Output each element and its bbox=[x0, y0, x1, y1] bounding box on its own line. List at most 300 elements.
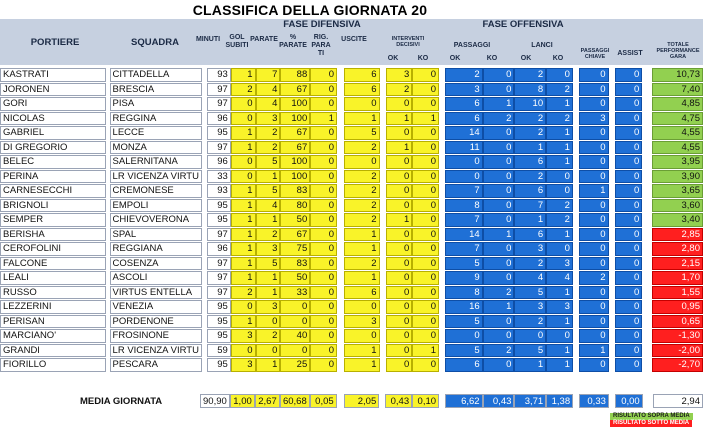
col-header-lanci: LANCI bbox=[531, 42, 553, 49]
minuti-cell: 97 bbox=[207, 257, 231, 271]
col-header-parate-pct: % PARATE bbox=[279, 34, 307, 49]
totale-cell: 0,65 bbox=[652, 315, 703, 329]
lan-ko-cell: 3 bbox=[546, 300, 573, 314]
parate-pct-cell: 100 bbox=[280, 112, 310, 126]
rig-parati-cell: 0 bbox=[310, 83, 337, 97]
gol-subiti-cell: 0 bbox=[231, 300, 256, 314]
uscite-cell: 1 bbox=[344, 358, 380, 372]
parate-pct-cell: 67 bbox=[280, 83, 310, 97]
assist-cell: 0 bbox=[615, 68, 643, 82]
uscite-cell: 5 bbox=[344, 126, 380, 140]
pas-ok-cell: 8 bbox=[445, 286, 483, 300]
pas-ok-cell: 6 bbox=[445, 112, 483, 126]
passaggi-chiave-cell: 0 bbox=[579, 155, 609, 169]
rig-parati-cell: 0 bbox=[310, 242, 337, 256]
table-row bbox=[0, 155, 703, 169]
lan-ok-cell: 1 bbox=[514, 358, 546, 372]
lan-ko-cell: 0 bbox=[546, 68, 573, 82]
gol-subiti-cell: 1 bbox=[231, 141, 256, 155]
gol-subiti-cell: 0 bbox=[231, 344, 256, 358]
uscite-cell: 1 bbox=[344, 271, 380, 285]
assist-cell: 0 bbox=[615, 300, 643, 314]
col-header-assist: ASSIST bbox=[617, 50, 643, 57]
minuti-cell: 95 bbox=[207, 300, 231, 314]
media-totale: 2,94 bbox=[653, 394, 703, 408]
parate-cell: 1 bbox=[256, 213, 281, 227]
parate-pct-cell: 75 bbox=[280, 242, 310, 256]
col-header-squadra: SQUADRA bbox=[130, 37, 180, 48]
portiere-cell: BRIGNOLI bbox=[0, 199, 106, 213]
minuti-cell: 97 bbox=[207, 286, 231, 300]
parate-pct-cell: 67 bbox=[280, 141, 310, 155]
lan-ko-cell: 1 bbox=[546, 155, 573, 169]
gol-subiti-cell: 1 bbox=[231, 184, 256, 198]
minuti-cell: 97 bbox=[207, 83, 231, 97]
int-ko-cell: 1 bbox=[412, 344, 439, 358]
int-ko-cell: 0 bbox=[412, 97, 439, 111]
lan-ko-cell: 3 bbox=[546, 257, 573, 271]
uscite-cell: 2 bbox=[344, 213, 380, 227]
parate-pct-cell: 88 bbox=[280, 68, 310, 82]
media-lan-ko: 1,38 bbox=[546, 394, 573, 408]
portiere-cell: BERISHA bbox=[0, 228, 106, 242]
media-label: MEDIA GIORNATA bbox=[80, 396, 163, 407]
group-offensive-label: FASE OFFENSIVA bbox=[482, 19, 564, 30]
parate-pct-cell: 83 bbox=[280, 184, 310, 198]
group-defensive-label: FASE DIFENSIVA bbox=[283, 19, 361, 30]
media-int-ko: 0,10 bbox=[412, 394, 439, 408]
parate-cell: 4 bbox=[256, 97, 281, 111]
table-row bbox=[0, 213, 703, 227]
uscite-cell: 1 bbox=[344, 242, 380, 256]
ranking-table bbox=[0, 67, 703, 373]
media-gol: 1,00 bbox=[230, 394, 255, 408]
pas-ko-cell: 0 bbox=[483, 155, 515, 169]
minuti-cell: 95 bbox=[207, 213, 231, 227]
pas-ko-cell: 0 bbox=[483, 257, 515, 271]
parate-cell: 0 bbox=[256, 344, 281, 358]
pas-ko-cell: 1 bbox=[483, 228, 515, 242]
int-ok-cell: 0 bbox=[386, 257, 413, 271]
parate-pct-cell: 80 bbox=[280, 199, 310, 213]
assist-cell: 0 bbox=[615, 286, 643, 300]
int-ko-cell: 0 bbox=[412, 242, 439, 256]
lan-ok-cell: 4 bbox=[514, 271, 546, 285]
parate-cell: 4 bbox=[256, 83, 281, 97]
media-int-ok: 0,43 bbox=[385, 394, 412, 408]
uscite-cell: 2 bbox=[344, 257, 380, 271]
int-ok-cell: 1 bbox=[386, 112, 413, 126]
col-header-pas-ok: OK bbox=[449, 55, 461, 62]
gol-subiti-cell: 3 bbox=[231, 329, 256, 343]
col-header-portiere: PORTIERE bbox=[30, 37, 80, 48]
portiere-cell: GORI bbox=[0, 97, 106, 111]
squadra-cell: ASCOLI bbox=[110, 271, 202, 285]
int-ok-cell: 0 bbox=[386, 228, 413, 242]
passaggi-chiave-cell: 0 bbox=[579, 242, 609, 256]
minuti-cell: 96 bbox=[207, 155, 231, 169]
lan-ok-cell: 3 bbox=[514, 300, 546, 314]
parate-cell: 3 bbox=[256, 242, 281, 256]
int-ok-cell: 0 bbox=[386, 242, 413, 256]
pas-ok-cell: 16 bbox=[445, 300, 483, 314]
parate-cell: 1 bbox=[256, 170, 281, 184]
rig-parati-cell: 0 bbox=[310, 199, 337, 213]
lan-ko-cell: 2 bbox=[546, 213, 573, 227]
table-row bbox=[0, 170, 703, 184]
rig-parati-cell: 0 bbox=[310, 170, 337, 184]
parate-pct-cell: 67 bbox=[280, 228, 310, 242]
int-ko-cell: 0 bbox=[412, 257, 439, 271]
gol-subiti-cell: 0 bbox=[231, 112, 256, 126]
pas-ok-cell: 7 bbox=[445, 213, 483, 227]
lan-ok-cell: 3 bbox=[514, 242, 546, 256]
parate-cell: 1 bbox=[256, 358, 281, 372]
portiere-cell: DI GREGORIO bbox=[0, 141, 106, 155]
int-ko-cell: 0 bbox=[412, 271, 439, 285]
table-row bbox=[0, 242, 703, 256]
lan-ko-cell: 1 bbox=[546, 126, 573, 140]
int-ko-cell: 0 bbox=[412, 170, 439, 184]
table-row bbox=[0, 228, 703, 242]
gol-subiti-cell: 1 bbox=[231, 228, 256, 242]
uscite-cell: 3 bbox=[344, 315, 380, 329]
lan-ko-cell: 4 bbox=[546, 271, 573, 285]
squadra-cell: MONZA bbox=[110, 141, 202, 155]
portiere-cell: CARNESECCHI bbox=[0, 184, 106, 198]
pas-ok-cell: 8 bbox=[445, 199, 483, 213]
passaggi-chiave-cell: 0 bbox=[579, 300, 609, 314]
uscite-cell: 6 bbox=[344, 286, 380, 300]
rig-parati-cell: 0 bbox=[310, 315, 337, 329]
squadra-cell: PESCARA bbox=[110, 358, 202, 372]
lan-ok-cell: 6 bbox=[514, 228, 546, 242]
minuti-cell: 97 bbox=[207, 271, 231, 285]
col-header-minuti: MINUTI bbox=[195, 36, 221, 43]
passaggi-chiave-cell: 2 bbox=[579, 271, 609, 285]
assist-cell: 0 bbox=[615, 141, 643, 155]
portiere-cell: CEROFOLINI bbox=[0, 242, 106, 256]
totale-cell: 4,55 bbox=[652, 126, 703, 140]
passaggi-chiave-cell: 0 bbox=[579, 213, 609, 227]
squadra-cell: CITTADELLA bbox=[110, 68, 202, 82]
lan-ko-cell: 2 bbox=[546, 83, 573, 97]
col-header-pas-ko: KO bbox=[486, 55, 498, 62]
rig-parati-cell: 0 bbox=[310, 344, 337, 358]
lan-ok-cell: 2 bbox=[514, 112, 546, 126]
table-row bbox=[0, 199, 703, 213]
passaggi-chiave-cell: 0 bbox=[579, 257, 609, 271]
lan-ok-cell: 7 bbox=[514, 199, 546, 213]
uscite-cell: 1 bbox=[344, 112, 380, 126]
minuti-cell: 95 bbox=[207, 329, 231, 343]
media-rig: 0,05 bbox=[310, 394, 337, 408]
col-header-totale: TOTALE PERFORMANCE GARA bbox=[656, 42, 700, 60]
passaggi-chiave-cell: 0 bbox=[579, 126, 609, 140]
assist-cell: 0 bbox=[615, 344, 643, 358]
pas-ko-cell: 0 bbox=[483, 199, 515, 213]
minuti-cell: 95 bbox=[207, 358, 231, 372]
lan-ok-cell: 0 bbox=[514, 329, 546, 343]
col-header-lan-ko: KO bbox=[552, 55, 564, 62]
totale-cell: 1,55 bbox=[652, 286, 703, 300]
assist-cell: 0 bbox=[615, 228, 643, 242]
squadra-cell: COSENZA bbox=[110, 257, 202, 271]
table-row bbox=[0, 68, 703, 82]
passaggi-chiave-cell: 0 bbox=[579, 228, 609, 242]
squadra-cell: LECCE bbox=[110, 126, 202, 140]
portiere-cell: GABRIEL bbox=[0, 126, 106, 140]
pas-ko-cell: 0 bbox=[483, 126, 515, 140]
pas-ko-cell: 0 bbox=[483, 68, 515, 82]
pas-ko-cell: 2 bbox=[483, 344, 515, 358]
lan-ko-cell: 1 bbox=[546, 358, 573, 372]
table-row bbox=[0, 271, 703, 285]
int-ko-cell: 0 bbox=[412, 286, 439, 300]
col-header-int-ko: KO bbox=[417, 55, 429, 62]
squadra-cell: REGGINA bbox=[110, 112, 202, 126]
lan-ko-cell: 2 bbox=[546, 112, 573, 126]
pas-ok-cell: 9 bbox=[445, 271, 483, 285]
minuti-cell: 59 bbox=[207, 344, 231, 358]
gol-subiti-cell: 0 bbox=[231, 155, 256, 169]
pas-ok-cell: 14 bbox=[445, 126, 483, 140]
pas-ok-cell: 2 bbox=[445, 68, 483, 82]
col-header-parate: PARATE bbox=[250, 36, 278, 43]
pas-ok-cell: 5 bbox=[445, 257, 483, 271]
portiere-cell: PERISAN bbox=[0, 315, 106, 329]
portiere-cell: LEZZERINI bbox=[0, 300, 106, 314]
parate-cell: 3 bbox=[256, 300, 281, 314]
gol-subiti-cell: 1 bbox=[231, 126, 256, 140]
pas-ko-cell: 0 bbox=[483, 83, 515, 97]
pas-ok-cell: 11 bbox=[445, 141, 483, 155]
pas-ko-cell: 0 bbox=[483, 358, 515, 372]
col-header-lan-ok: OK bbox=[520, 55, 532, 62]
gol-subiti-cell: 3 bbox=[231, 358, 256, 372]
totale-cell: 1,70 bbox=[652, 271, 703, 285]
minuti-cell: 96 bbox=[207, 112, 231, 126]
passaggi-chiave-cell: 1 bbox=[579, 344, 609, 358]
lan-ok-cell: 6 bbox=[514, 184, 546, 198]
passaggi-chiave-cell: 0 bbox=[579, 315, 609, 329]
assist-cell: 0 bbox=[615, 112, 643, 126]
uscite-cell: 0 bbox=[344, 300, 380, 314]
rig-parati-cell: 0 bbox=[310, 286, 337, 300]
portiere-cell: RUSSO bbox=[0, 286, 106, 300]
int-ko-cell: 0 bbox=[412, 213, 439, 227]
parate-pct-cell: 83 bbox=[280, 257, 310, 271]
portiere-cell: JORONEN bbox=[0, 83, 106, 97]
parate-cell: 5 bbox=[256, 257, 281, 271]
pas-ok-cell: 0 bbox=[445, 170, 483, 184]
int-ko-cell: 0 bbox=[412, 228, 439, 242]
int-ok-cell: 0 bbox=[386, 286, 413, 300]
minuti-cell: 93 bbox=[207, 68, 231, 82]
totale-cell: 3,60 bbox=[652, 199, 703, 213]
rig-parati-cell: 0 bbox=[310, 257, 337, 271]
passaggi-chiave-cell: 0 bbox=[579, 358, 609, 372]
uscite-cell: 2 bbox=[344, 184, 380, 198]
totale-cell: 0,95 bbox=[652, 300, 703, 314]
parate-pct-cell: 100 bbox=[280, 155, 310, 169]
assist-cell: 0 bbox=[615, 126, 643, 140]
int-ok-cell: 0 bbox=[386, 300, 413, 314]
portiere-cell: GRANDI bbox=[0, 344, 106, 358]
lan-ok-cell: 1 bbox=[514, 141, 546, 155]
int-ok-cell: 0 bbox=[386, 271, 413, 285]
parate-cell: 2 bbox=[256, 141, 281, 155]
lan-ko-cell: 0 bbox=[546, 242, 573, 256]
passaggi-chiave-cell: 0 bbox=[579, 83, 609, 97]
squadra-cell: FROSINONE bbox=[110, 329, 202, 343]
int-ok-cell: 1 bbox=[386, 213, 413, 227]
pas-ok-cell: 6 bbox=[445, 358, 483, 372]
int-ko-cell: 0 bbox=[412, 315, 439, 329]
int-ok-cell: 0 bbox=[386, 155, 413, 169]
lan-ok-cell: 2 bbox=[514, 257, 546, 271]
lan-ko-cell: 1 bbox=[546, 315, 573, 329]
table-row bbox=[0, 112, 703, 126]
minuti-cell: 93 bbox=[207, 184, 231, 198]
totale-cell: 2,80 bbox=[652, 242, 703, 256]
parate-pct-cell: 100 bbox=[280, 97, 310, 111]
pas-ko-cell: 1 bbox=[483, 300, 515, 314]
uscite-cell: 0 bbox=[344, 329, 380, 343]
media-assist: 0,00 bbox=[615, 394, 643, 408]
parate-pct-cell: 33 bbox=[280, 286, 310, 300]
uscite-cell: 2 bbox=[344, 170, 380, 184]
parate-pct-cell: 0 bbox=[280, 315, 310, 329]
table-row bbox=[0, 286, 703, 300]
parate-cell: 7 bbox=[256, 68, 281, 82]
pas-ko-cell: 2 bbox=[483, 286, 515, 300]
parate-pct-cell: 67 bbox=[280, 126, 310, 140]
minuti-cell: 97 bbox=[207, 97, 231, 111]
portiere-cell: FALCONE bbox=[0, 257, 106, 271]
legend-below: RISULTATO SOTTO MEDIA bbox=[610, 420, 692, 427]
passaggi-chiave-cell: 0 bbox=[579, 97, 609, 111]
int-ok-cell: 0 bbox=[386, 199, 413, 213]
gol-subiti-cell: 1 bbox=[231, 242, 256, 256]
parate-cell: 5 bbox=[256, 155, 281, 169]
legend-above: RISULTATO SOPRA MEDIA bbox=[610, 413, 693, 420]
totale-cell: 10,73 bbox=[652, 68, 703, 82]
parate-pct-cell: 0 bbox=[280, 300, 310, 314]
int-ko-cell: 0 bbox=[412, 141, 439, 155]
gol-subiti-cell: 0 bbox=[231, 97, 256, 111]
int-ok-cell: 0 bbox=[386, 358, 413, 372]
int-ko-cell: 0 bbox=[412, 68, 439, 82]
media-pas-ko: 0,43 bbox=[483, 394, 515, 408]
parate-pct-cell: 50 bbox=[280, 213, 310, 227]
totale-cell: -1,30 bbox=[652, 329, 703, 343]
lan-ok-cell: 5 bbox=[514, 344, 546, 358]
media-pas-ok: 6,62 bbox=[445, 394, 483, 408]
assist-cell: 0 bbox=[615, 358, 643, 372]
assist-cell: 0 bbox=[615, 83, 643, 97]
lan-ko-cell: 2 bbox=[546, 199, 573, 213]
parate-cell: 4 bbox=[256, 199, 281, 213]
rig-parati-cell: 0 bbox=[310, 358, 337, 372]
media-chiave: 0,33 bbox=[579, 394, 609, 408]
int-ok-cell: 0 bbox=[386, 126, 413, 140]
int-ok-cell: 0 bbox=[386, 184, 413, 198]
parate-cell: 3 bbox=[256, 112, 281, 126]
lan-ko-cell: 0 bbox=[546, 170, 573, 184]
int-ok-cell: 0 bbox=[386, 329, 413, 343]
int-ko-cell: 0 bbox=[412, 199, 439, 213]
totale-cell: -2,00 bbox=[652, 344, 703, 358]
portiere-cell: PERINA bbox=[0, 170, 106, 184]
totale-cell: 4,85 bbox=[652, 97, 703, 111]
col-header-uscite: USCITE bbox=[341, 36, 367, 43]
int-ok-cell: 3 bbox=[386, 68, 413, 82]
squadra-cell: PISA bbox=[110, 97, 202, 111]
parate-cell: 0 bbox=[256, 315, 281, 329]
minuti-cell: 97 bbox=[207, 228, 231, 242]
gol-subiti-cell: 1 bbox=[231, 271, 256, 285]
portiere-cell: NICOLAS bbox=[0, 112, 106, 126]
int-ko-cell: 0 bbox=[412, 155, 439, 169]
pas-ko-cell: 0 bbox=[483, 329, 515, 343]
media-parate-pct: 60,68 bbox=[280, 394, 310, 408]
int-ko-cell: 0 bbox=[412, 300, 439, 314]
pas-ok-cell: 5 bbox=[445, 344, 483, 358]
passaggi-chiave-cell: 1 bbox=[579, 184, 609, 198]
parate-pct-cell: 0 bbox=[280, 344, 310, 358]
pas-ok-cell: 7 bbox=[445, 242, 483, 256]
pas-ok-cell: 3 bbox=[445, 83, 483, 97]
table-row bbox=[0, 329, 703, 343]
assist-cell: 0 bbox=[615, 271, 643, 285]
minuti-cell: 95 bbox=[207, 199, 231, 213]
col-header-passaggi-chiave: PASSAGGI CHIAVE bbox=[580, 48, 610, 60]
table-row bbox=[0, 344, 703, 358]
squadra-cell: SALERNITANA bbox=[110, 155, 202, 169]
assist-cell: 0 bbox=[615, 213, 643, 227]
portiere-cell: MARCIANO' bbox=[0, 329, 106, 343]
pas-ok-cell: 14 bbox=[445, 228, 483, 242]
rig-parati-cell: 0 bbox=[310, 155, 337, 169]
lan-ok-cell: 5 bbox=[514, 286, 546, 300]
media-row bbox=[200, 394, 703, 408]
lan-ko-cell: 1 bbox=[546, 97, 573, 111]
lan-ok-cell: 2 bbox=[514, 126, 546, 140]
lan-ko-cell: 1 bbox=[546, 286, 573, 300]
assist-cell: 0 bbox=[615, 242, 643, 256]
int-ok-cell: 0 bbox=[386, 344, 413, 358]
table-row bbox=[0, 184, 703, 198]
parate-pct-cell: 40 bbox=[280, 329, 310, 343]
assist-cell: 0 bbox=[615, 97, 643, 111]
table-row bbox=[0, 126, 703, 140]
assist-cell: 0 bbox=[615, 329, 643, 343]
uscite-cell: 1 bbox=[344, 344, 380, 358]
totale-cell: 7,40 bbox=[652, 83, 703, 97]
totale-cell: 3,90 bbox=[652, 170, 703, 184]
rig-parati-cell: 0 bbox=[310, 68, 337, 82]
lan-ko-cell: 0 bbox=[546, 329, 573, 343]
portiere-cell: BELEC bbox=[0, 155, 106, 169]
parate-cell: 2 bbox=[256, 329, 281, 343]
minuti-cell: 33 bbox=[207, 170, 231, 184]
int-ko-cell: 0 bbox=[412, 358, 439, 372]
pas-ko-cell: 0 bbox=[483, 170, 515, 184]
uscite-cell: 0 bbox=[344, 155, 380, 169]
pas-ok-cell: 7 bbox=[445, 184, 483, 198]
totale-cell: 2,85 bbox=[652, 228, 703, 242]
